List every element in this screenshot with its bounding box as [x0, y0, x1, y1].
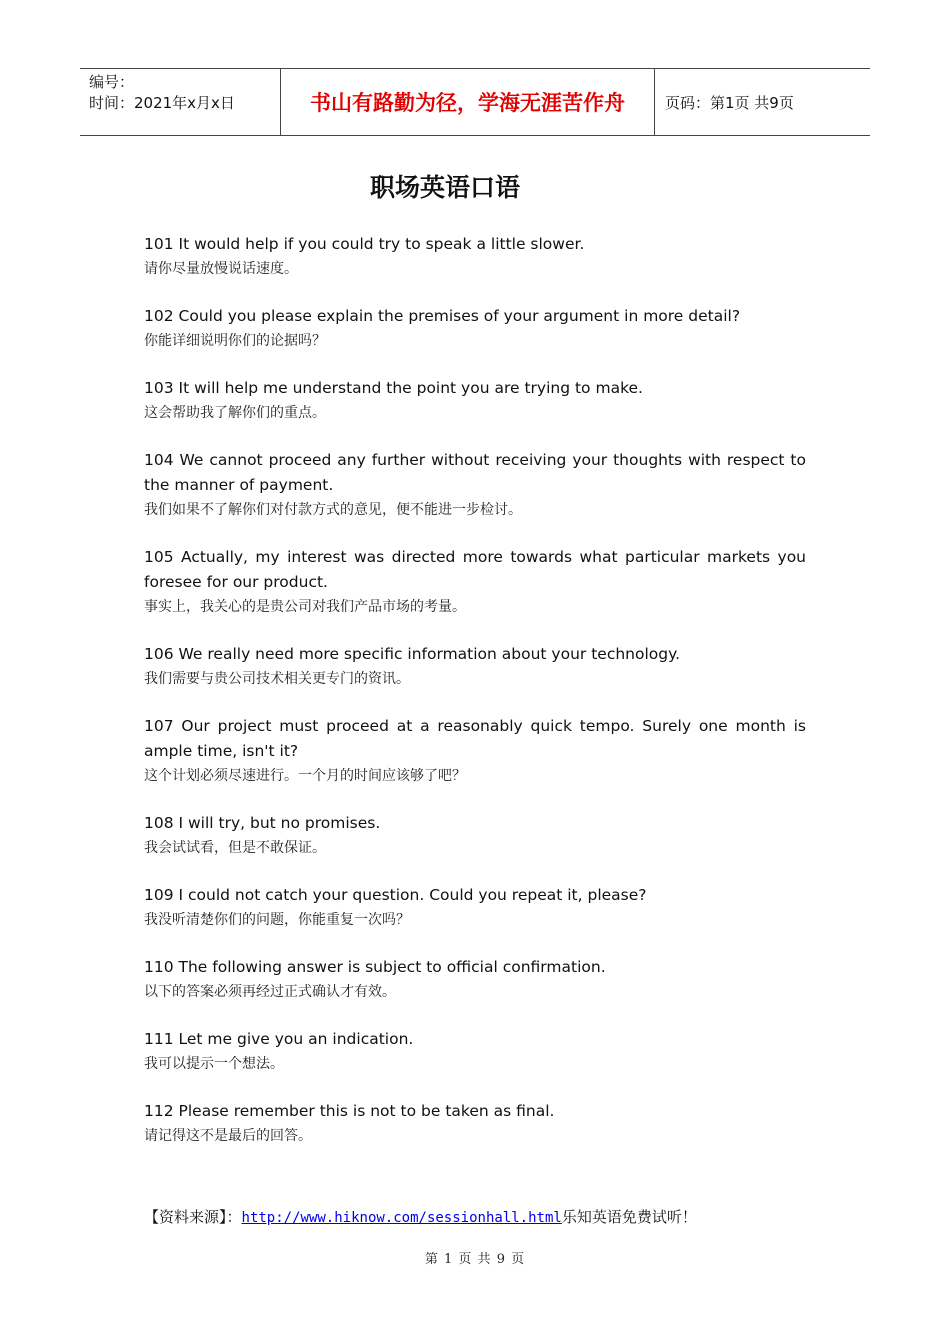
phrase-chinese: 请记得这不是最后的回答。: [144, 1128, 312, 1144]
phrase-chinese: 我可以提示一个想法。: [144, 1056, 284, 1072]
phrase-entry: [144, 955, 806, 1005]
phrase-entry: [144, 376, 806, 426]
phrase-english: 106 We really need more specific information about your technology.: [144, 645, 680, 663]
phrase-english: 108 I will try, but no promises.: [144, 814, 381, 832]
phrase-entry: [144, 1027, 806, 1077]
phrase-chinese: 这个计划必须尽速进行。一个月的时间应该够了吧？: [144, 768, 466, 784]
phrase-chinese: 你能详细说明你们的论据吗？: [144, 333, 326, 349]
source-link[interactable]: http://www.hiknow.com/sessionhall.html: [241, 1210, 562, 1226]
header-motto: 书山有路勤为径，学海无涯苦作舟: [281, 69, 655, 135]
phrase-entry: [144, 811, 806, 861]
phrase-entry: [144, 304, 806, 354]
phrase-chinese: 我会试试看，但是不敢保证。: [144, 840, 326, 856]
phrase-chinese: 事实上，我关心的是贵公司对我们产品市场的考量。: [144, 599, 466, 615]
header-meta: [80, 69, 281, 135]
source-suffix: 乐知英语免费试听！: [561, 1208, 697, 1226]
phrase-english: 102 Could you please explain the premises of your argument in more detail?: [144, 307, 741, 325]
phrase-chinese: 这会帮助我了解你们的重点。: [144, 405, 326, 421]
phrase-english: 107 Our project must proceed at a reasonably quick tempo. Surely one month is ample time, isn't it?: [144, 717, 806, 760]
phrase-chinese: 我们需要与贵公司技术相关更专门的资讯。: [144, 671, 410, 687]
phrase-entry: [144, 232, 806, 282]
phrase-entry: [144, 883, 806, 933]
phrase-entry: [144, 642, 806, 692]
document-title: 职场英语口语: [369, 173, 520, 202]
page-header: [80, 68, 870, 136]
phrase-english: 112 Please remember this is not to be taken as final.: [144, 1102, 555, 1120]
phrase-chinese: 我没听清楚你们的问题，你能重复一次吗？: [144, 912, 410, 928]
source-label: 【资料来源】：: [144, 1208, 242, 1226]
number-label: 编号：: [89, 73, 135, 91]
phrase-english: 111 Let me give you an indication.: [144, 1030, 414, 1048]
phrase-chinese: 以下的答案必须再经过正式确认才有效。: [144, 984, 396, 1000]
phrase-english: 104 We cannot proceed any further without receiving your thoughts with respect to the manner of payment.: [144, 451, 806, 494]
phrase-entry: [144, 448, 806, 523]
phrase-english: 101 It would help if you could try to speak a little slower.: [144, 235, 585, 253]
phrase-entry: [144, 545, 806, 620]
time-label: 时间：2021年x月x日: [89, 94, 235, 112]
phrase-list: [144, 232, 806, 1171]
phrase-english: 110 The following answer is subject to official confirmation.: [144, 958, 606, 976]
phrase-entry: [144, 1099, 806, 1149]
page-footer: 第 1 页 共 9 页: [424, 1252, 526, 1267]
source-line: [144, 1206, 697, 1227]
phrase-entry: [144, 714, 806, 789]
phrase-english: 109 I could not catch your question. Could you repeat it, please?: [144, 886, 647, 904]
phrase-english: 103 It will help me understand the point you are trying to make.: [144, 379, 643, 397]
phrase-chinese: 请你尽量放慢说话速度。: [144, 261, 298, 277]
phrase-chinese: 我们如果不了解你们对付款方式的意见，便不能进一步检讨。: [144, 502, 522, 518]
header-page-label: 页码：第1页 共9页: [665, 93, 794, 112]
phrase-english: 105 Actually, my interest was directed more towards what particular markets you foresee for our product.: [144, 548, 806, 591]
